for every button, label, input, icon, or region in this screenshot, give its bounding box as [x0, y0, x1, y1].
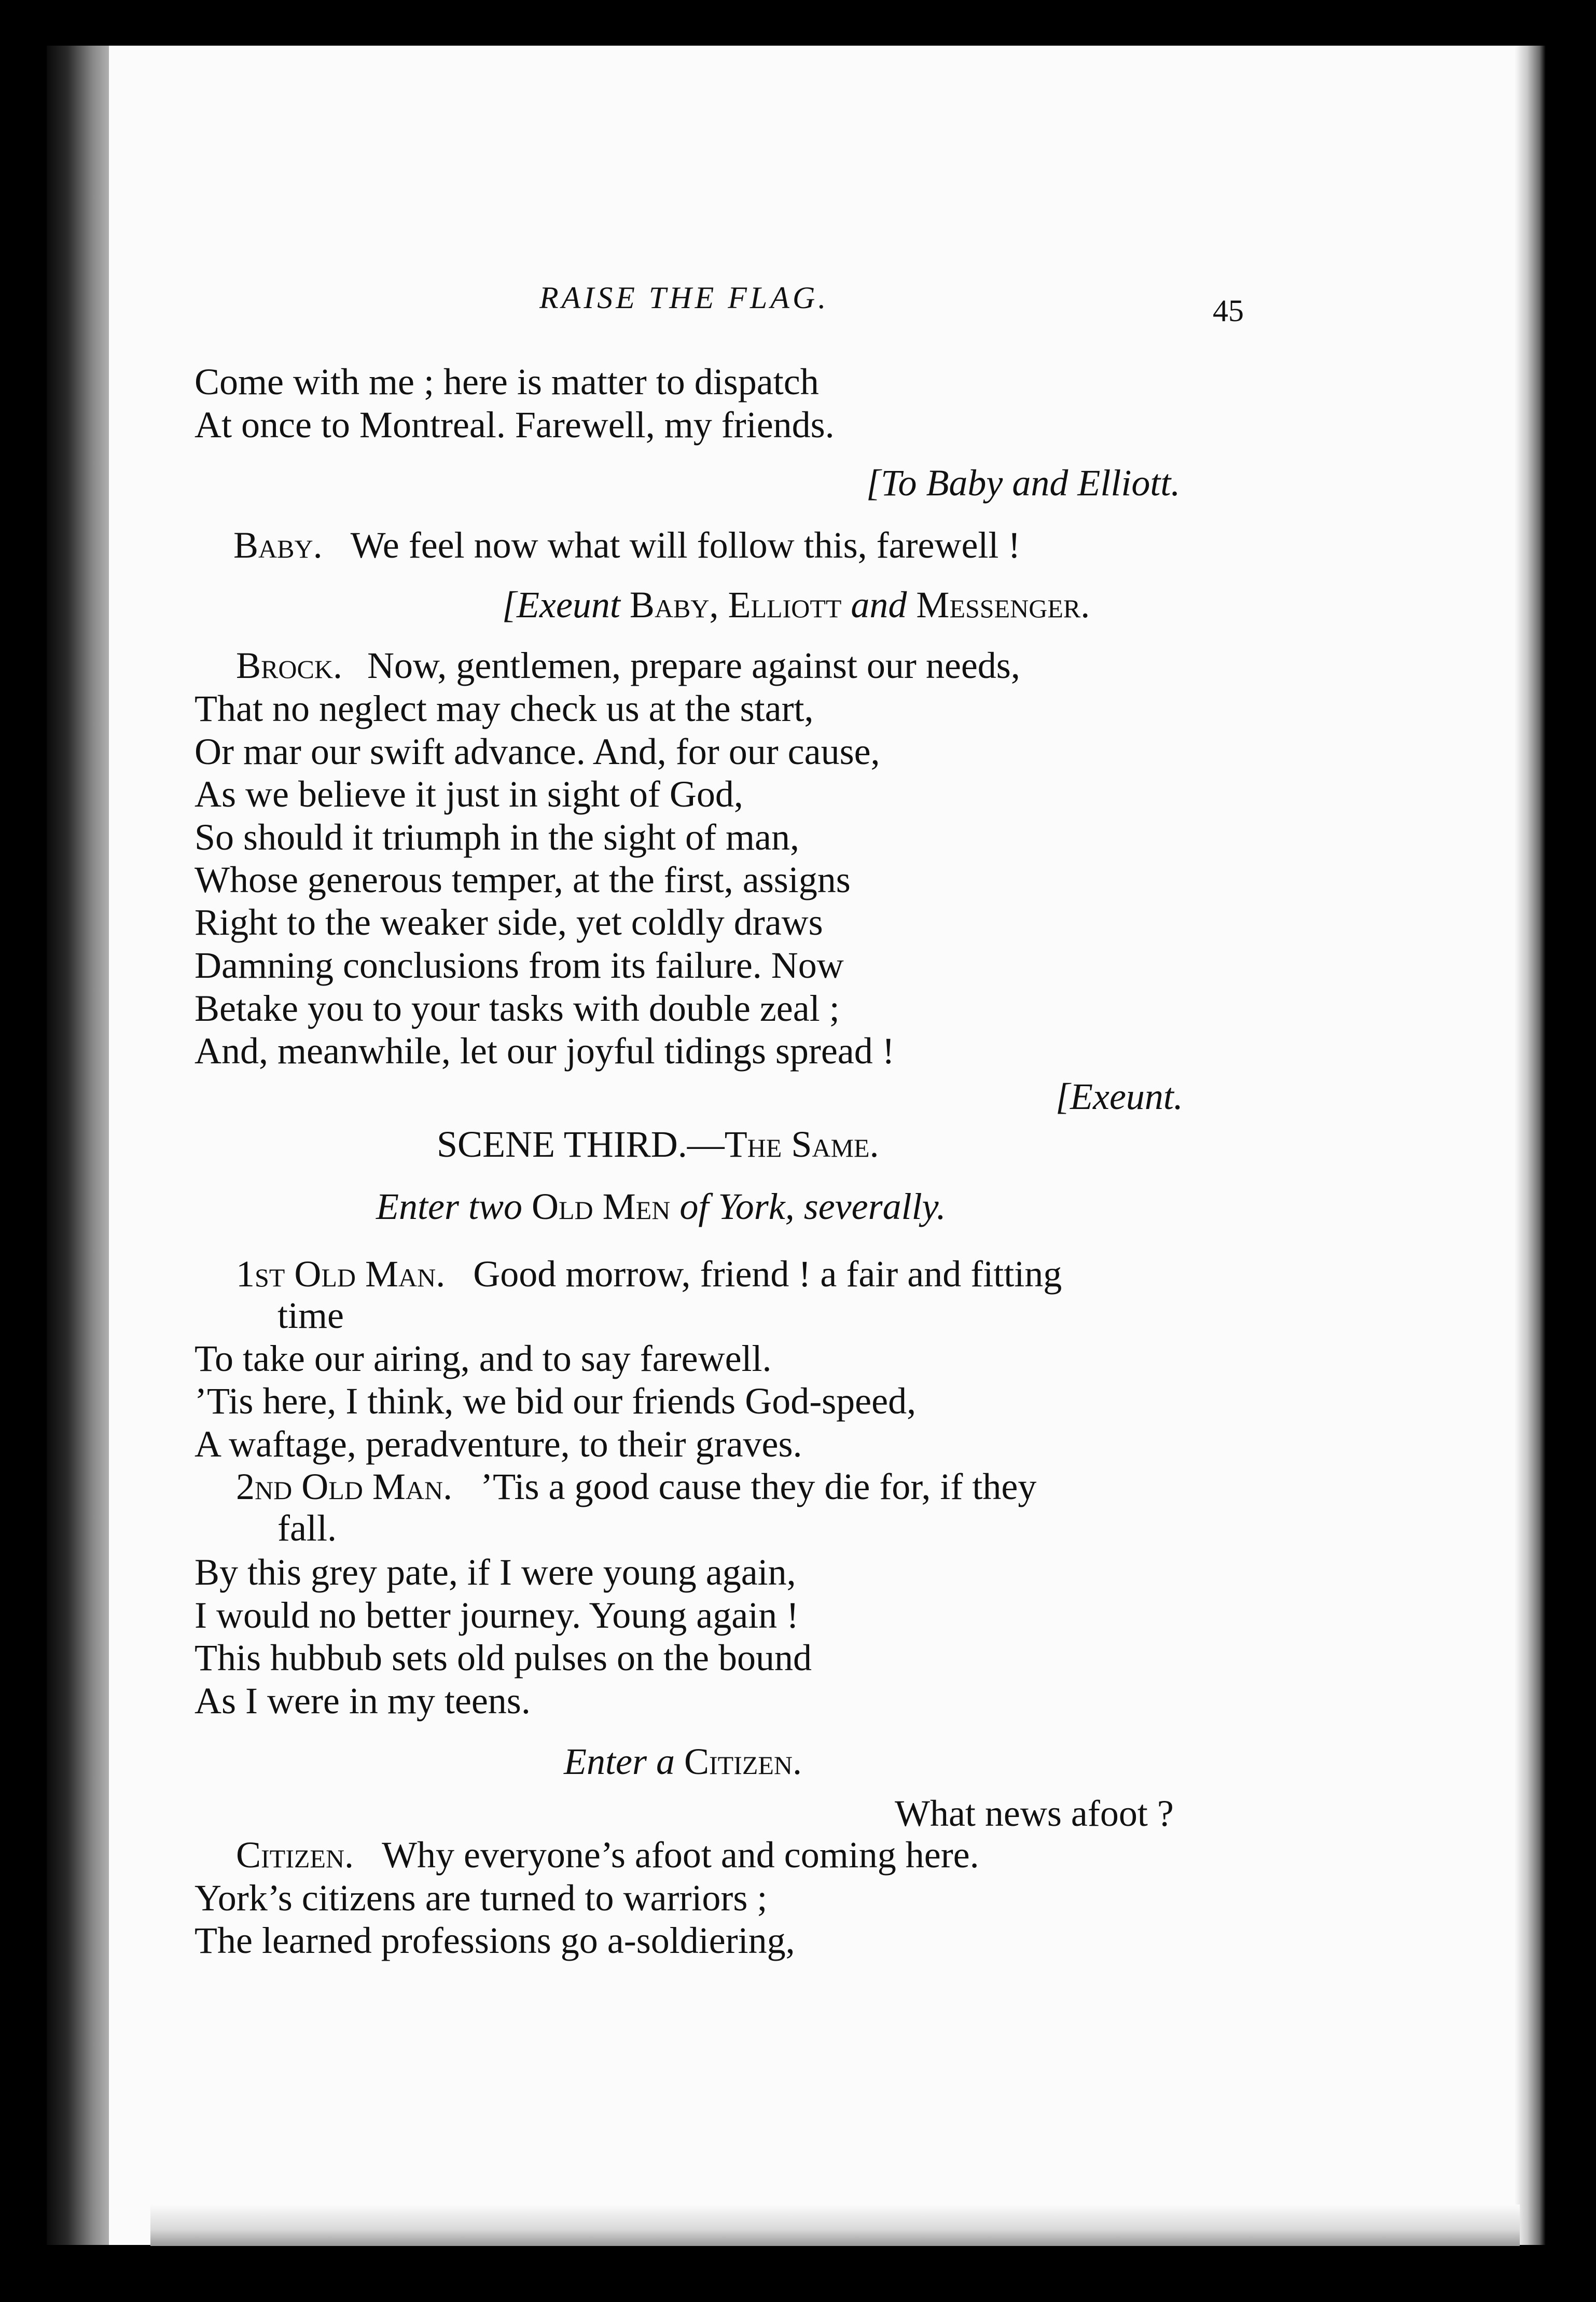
speech-text: Why everyone’s afoot and coming here. [382, 1834, 979, 1876]
stage-direction [564, 1743, 802, 1780]
scene-heading [437, 1126, 879, 1163]
verse-line: I would no better journey. Young again ! [195, 1594, 799, 1636]
entry-verb: Enter two [376, 1186, 522, 1227]
running-title: RAISE THE FLAG. [539, 281, 829, 315]
stage-direction: [Exeunt. [1056, 1076, 1183, 1117]
verse-continuation: time [277, 1295, 344, 1336]
verse-line: As I were in my teens. [195, 1680, 531, 1722]
verse-line: Or mar our swift advance. And, for our cause, [195, 731, 880, 772]
character-name: Messenger. [916, 584, 1090, 626]
verse-line: A waftage, peradventure, to their graves. [195, 1423, 802, 1465]
verse-line: And, meanwhile, let our joyful tidings spread ! [195, 1030, 895, 1072]
speech-line [236, 647, 1020, 684]
verse-line: York’s citizens are turned to warriors ; [195, 1877, 768, 1919]
scene-number: SCENE THIRD.— [437, 1124, 725, 1165]
verse-line: By this grey pate, if I were young again, [195, 1551, 796, 1593]
speech-text: Now, gentlemen, prepare against our needs, [367, 645, 1020, 686]
verse-line: That no neglect may check us at the start, [195, 688, 814, 729]
page-number: 45 [1213, 294, 1244, 328]
stage-direction [502, 584, 1090, 626]
verse-half-line: What news afoot ? [895, 1793, 1174, 1834]
verse-line: The learned professions go a-soldiering, [195, 1920, 795, 1961]
speaker-name: Baby. [233, 524, 323, 566]
entry-verb: Enter a [564, 1741, 675, 1782]
page-right-edge [1515, 46, 1546, 2245]
verse-line: Right to the weaker side, yet coldly draws [195, 902, 823, 943]
page-bottom-edge [150, 2204, 1520, 2246]
speaker-name: Citizen. [236, 1834, 354, 1876]
direction-verb: [Exeunt [502, 584, 620, 626]
direction-conjunction: and [851, 584, 907, 626]
character-names: Old Men [532, 1186, 671, 1227]
verse-line: To take our airing, and to say farewell. [195, 1338, 772, 1379]
speech-line [236, 1255, 1062, 1293]
verse-line: Whose generous temper, at the first, assigns [195, 859, 851, 900]
verse-continuation: fall. [277, 1507, 337, 1549]
verse-line: This hubbub sets old pulses on the bound [195, 1637, 812, 1679]
entry-qualifier: of York, severally. [679, 1186, 946, 1227]
verse-line: As we believe it just in sight of God, [195, 773, 743, 815]
speech-line [236, 1468, 1036, 1505]
verse-line: At once to Montreal. Farewell, my friends. [195, 404, 835, 446]
speech-text: ’Tis a good cause they die for, if they [480, 1466, 1037, 1507]
speaker-name: 1st Old Man. [236, 1253, 446, 1295]
verse-line: So should it triumph in the sight of man, [195, 816, 799, 858]
verse-line: Come with me ; here is matter to dispatch [195, 361, 819, 403]
verse-line: Betake you to your tasks with double zeal ; [195, 988, 840, 1029]
speech-text: We feel now what will follow this, farewell ! [350, 524, 1021, 566]
speaker-name: 2nd Old Man. [236, 1466, 453, 1507]
stage-direction: [To Baby and Elliott. [866, 462, 1181, 504]
scene-location: The Same. [724, 1124, 879, 1165]
stage-direction [376, 1188, 946, 1225]
character-names: Baby, Elliott [629, 584, 842, 626]
speech-text: Good morrow, friend ! a fair and fitting [473, 1253, 1062, 1295]
speaker-name: Brock. [236, 645, 342, 686]
speech-line [236, 1836, 979, 1874]
character-name: Citizen. [684, 1741, 802, 1782]
speech-line [233, 526, 1020, 564]
verse-line: ’Tis here, I think, we bid our friends God-speed, [195, 1380, 917, 1422]
verse-line: Damning conclusions from its failure. Now [195, 945, 844, 986]
